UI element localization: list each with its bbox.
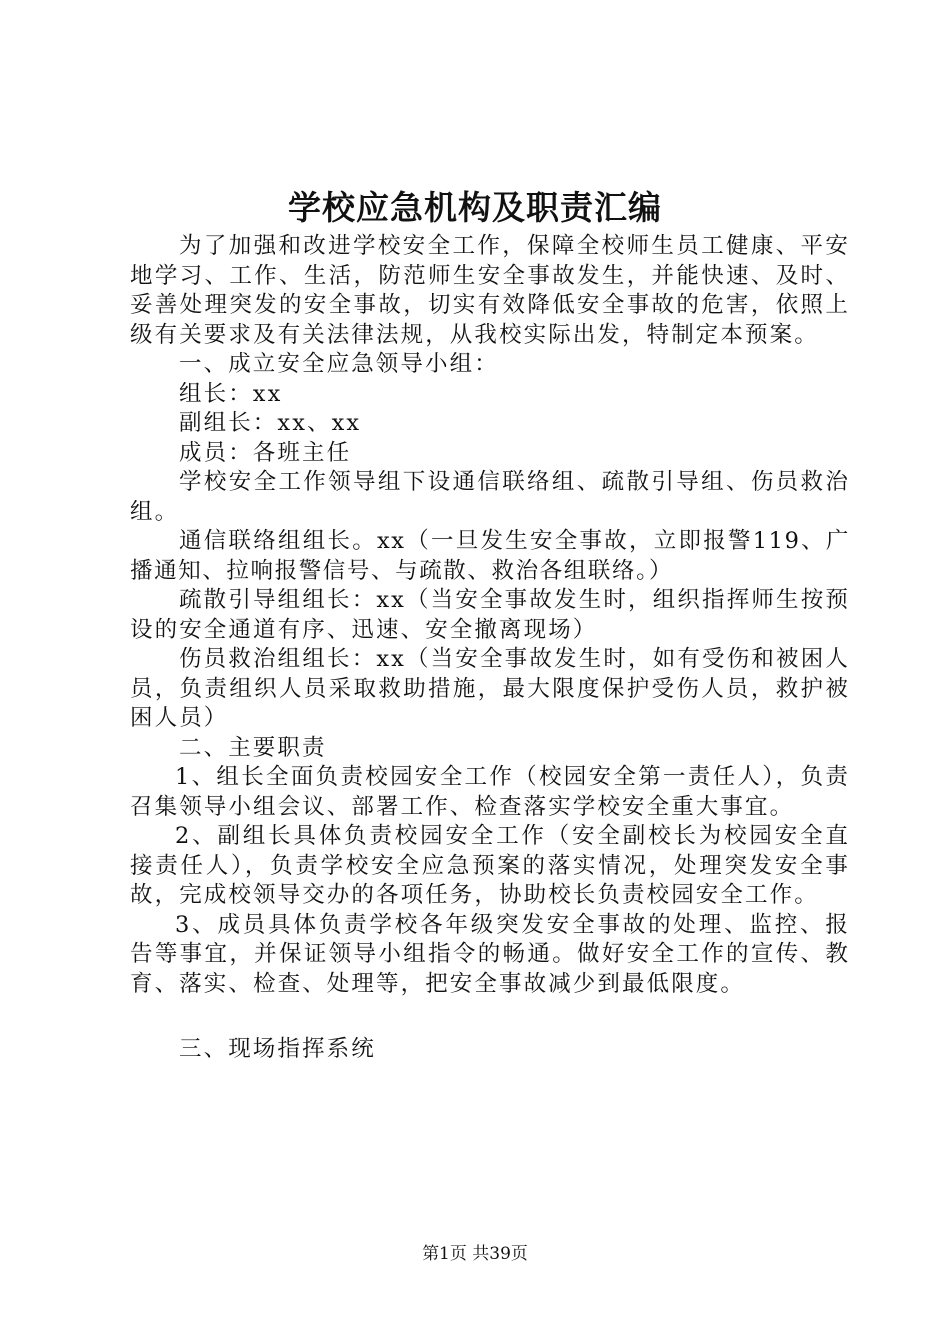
duty-item-2: 2、副组长具体负责校园安全工作（安全副校长为校园安全直接责任人），负责学校安全应急预案的落实情况，处理突发安全事故，完成校领导交办的各项任务，协助校长负责校园安全工作。 xyxy=(130,823,850,908)
members-line: 成员：各班主任 xyxy=(179,439,352,466)
duty-item-3: 3、成员具体负责学校各年级突发安全事故的处理、监控、报告等事宜，并保证领导小组指令的畅通。做好安全工作的宣传、教育、落实、检查、处理等，把安全事故减少到最低限度。 xyxy=(130,911,850,997)
duty-item-1: 1、组长全面负责校园安全工作（校园安全第一责任人），负责召集领导小组会议、部署工作、检查落实学校安全重大事宜。 xyxy=(130,764,850,820)
communication-group-paragraph: 通信联络组组长。xx（一旦发生安全事故，立即报警119、广播通知、拉响报警信号、与疏散、救治各组联络。） xyxy=(130,528,850,584)
evacuation-group-paragraph: 疏散引导组组长：xx（当安全事故发生时，组织指挥师生按预设的安全通道有序、迅速、安全撤离现场） xyxy=(130,587,850,643)
deputy-leader-line: 副组长：xx、xx xyxy=(179,410,362,436)
rescue-group-paragraph: 伤员救治组组长：xx（当安全事故发生时，如有受伤和被困人员，负责组织人员采取救助措施，最大限度保护受伤人员，救护被困人员） xyxy=(130,646,850,731)
group-leader-line: 组长：xx xyxy=(179,380,283,407)
document-title: 学校应急机构及职责汇编 xyxy=(288,188,662,227)
section-heading-onsite-command: 三、现场指挥系统 xyxy=(179,1036,376,1062)
section-heading-main-duties: 二、主要职责 xyxy=(179,734,327,761)
subgroups-paragraph: 学校安全工作领导组下设通信联络组、疏散引导组、伤员救治组。 xyxy=(130,469,850,525)
intro-paragraph: 为了加强和改进学校安全工作，保障全校师生员工健康、平安地学习、工作、生活，防范师生安全事故发生，并能快速、及时、妥善处理突发的安全事故，切实有效降低安全事故的危害，依照上级有关要求及有关法律法规，从我校实际出发，特制定本预案。 xyxy=(130,233,850,348)
page-number: 第1页 共39页 xyxy=(422,1244,528,1264)
document-body xyxy=(130,232,850,1065)
section-heading-leadership-group: 一、成立安全应急领导小组： xyxy=(179,351,499,377)
